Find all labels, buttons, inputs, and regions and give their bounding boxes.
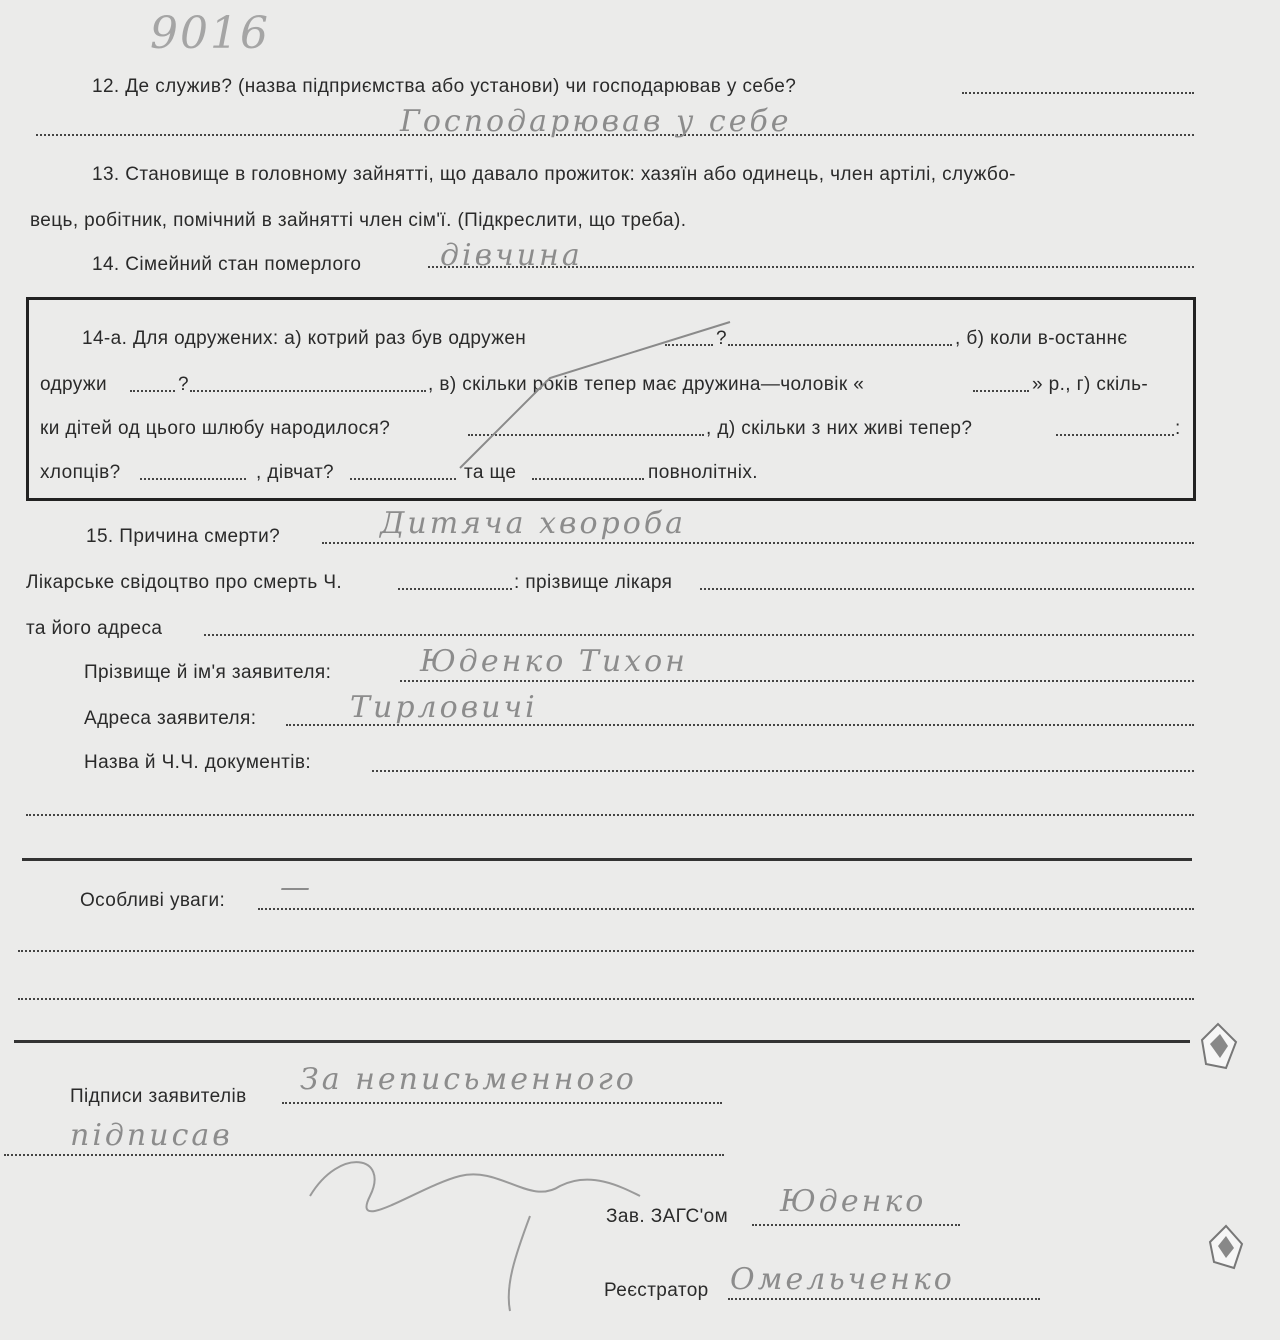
- q14a-line1-a: 14-а. Для одружених: а) котрий раз був одружен: [82, 328, 527, 349]
- q14a-line4-b: , дівчат?: [256, 462, 335, 483]
- applicants-signatures-label: Підписи заявителів: [70, 1086, 247, 1107]
- q14a-blank-8: [140, 478, 246, 480]
- q14a-line2-b: , в) скільки років тепер має дружина—чоловік «: [428, 374, 865, 395]
- applicants-signatures-value-1: За неписьменного: [300, 1062, 637, 1097]
- q14a-line2-c: » р., г) скіль-: [1032, 374, 1149, 395]
- medical-certificate-blank: [398, 588, 512, 590]
- documents-line: [372, 770, 1194, 772]
- applicant-address-value: Тирловичі: [350, 690, 538, 725]
- applicant-address-label: Адреса заявителя:: [84, 708, 257, 729]
- q15-answer-line: [322, 542, 1194, 544]
- remarks-value: —: [280, 870, 313, 905]
- doctor-address-label: та його адреса: [26, 618, 163, 639]
- q12-answer: Господарював у себе: [400, 104, 792, 139]
- q14a-line2-q: ?: [178, 374, 189, 395]
- q14a-blank-4: [190, 390, 426, 392]
- q14a-line1-b: , б) коли в-останнє: [955, 328, 1128, 349]
- q14a-line2-a: одружи: [40, 374, 108, 395]
- doctor-surname-label: : прізвище лікаря: [514, 572, 673, 593]
- q13-line1: 13. Становище в головному зайнятті, що давало прожиток: хазяїн або одинець, член артілі, службо-: [92, 164, 1016, 185]
- q14a-line3-a: ки дітей од цього шлюбу народилося?: [40, 418, 391, 439]
- registrar-line: [728, 1298, 1040, 1300]
- remarks-line-3: [18, 998, 1194, 1000]
- q15-answer: Дитяча хвороба: [380, 506, 687, 541]
- medical-certificate-label: Лікарське свідоцтво про смерть Ч.: [26, 572, 343, 593]
- remarks-line: [258, 908, 1194, 910]
- q14-answer: дівчина: [440, 238, 583, 273]
- registrar-label: Реєстратор: [604, 1280, 709, 1301]
- q14-label: 14. Сімейний стан померлого: [92, 254, 362, 275]
- q14a-line4-d: повнолітніх.: [648, 462, 758, 483]
- q14a-blank-9: [350, 478, 456, 480]
- zags-head-signature: Юденко: [780, 1184, 927, 1219]
- applicants-signatures-value-2: підписав: [70, 1118, 233, 1153]
- binding-hole-top: [1196, 1020, 1240, 1076]
- q14a-line3-c: :: [1175, 418, 1181, 439]
- q14a-line4-a: хлопців?: [40, 462, 121, 483]
- q14a-line3-b: , д) скільки з них живі тепер?: [706, 418, 973, 439]
- binding-hole-bottom: [1206, 1222, 1246, 1274]
- q14a-blank-2: [728, 344, 952, 346]
- doctor-address-blank: [204, 634, 1194, 636]
- applicants-signatures-line: [282, 1102, 722, 1104]
- q14a-blank-3: [130, 390, 175, 392]
- q14a-blank-7: [1056, 434, 1174, 436]
- q12-blank-end: [962, 92, 1194, 94]
- applicant-name-value: Юденко Тихон: [420, 644, 688, 679]
- section-divider-2: [14, 1040, 1190, 1043]
- applicant-name-label: Прізвище й ім'я заявителя:: [84, 662, 332, 683]
- section-divider-1: [22, 858, 1192, 861]
- q13-line2: вець, робітник, помічний в зайнятті член сім'ї. (Підкреслити, що треба).: [30, 210, 687, 231]
- remarks-label: Особливі уваги:: [80, 890, 226, 911]
- q14a-blank-5: [973, 390, 1029, 392]
- applicant-name-line: [400, 680, 1194, 682]
- q12-label: 12. Де служив? (назва підприємства або установи) чи господарював у себе?: [92, 76, 797, 97]
- registrar-signature: Омельченко: [730, 1262, 955, 1297]
- zags-head-label: Зав. ЗАГС'ом: [606, 1206, 729, 1227]
- documents-line-2: [26, 814, 1194, 816]
- zags-head-line: [752, 1224, 960, 1226]
- documents-label: Назва й Ч.Ч. документів:: [84, 752, 312, 773]
- q14a-line4-c: та ще: [464, 462, 517, 483]
- q14a-line1-q: ?: [716, 328, 727, 349]
- q14a-strike-mark: [440, 318, 740, 478]
- remarks-line-2: [18, 950, 1194, 952]
- doctor-surname-blank: [700, 588, 1194, 590]
- q15-label: 15. Причина смерти?: [86, 526, 281, 547]
- q14a-blank-10: [532, 478, 644, 480]
- archive-number: 9016: [150, 8, 270, 59]
